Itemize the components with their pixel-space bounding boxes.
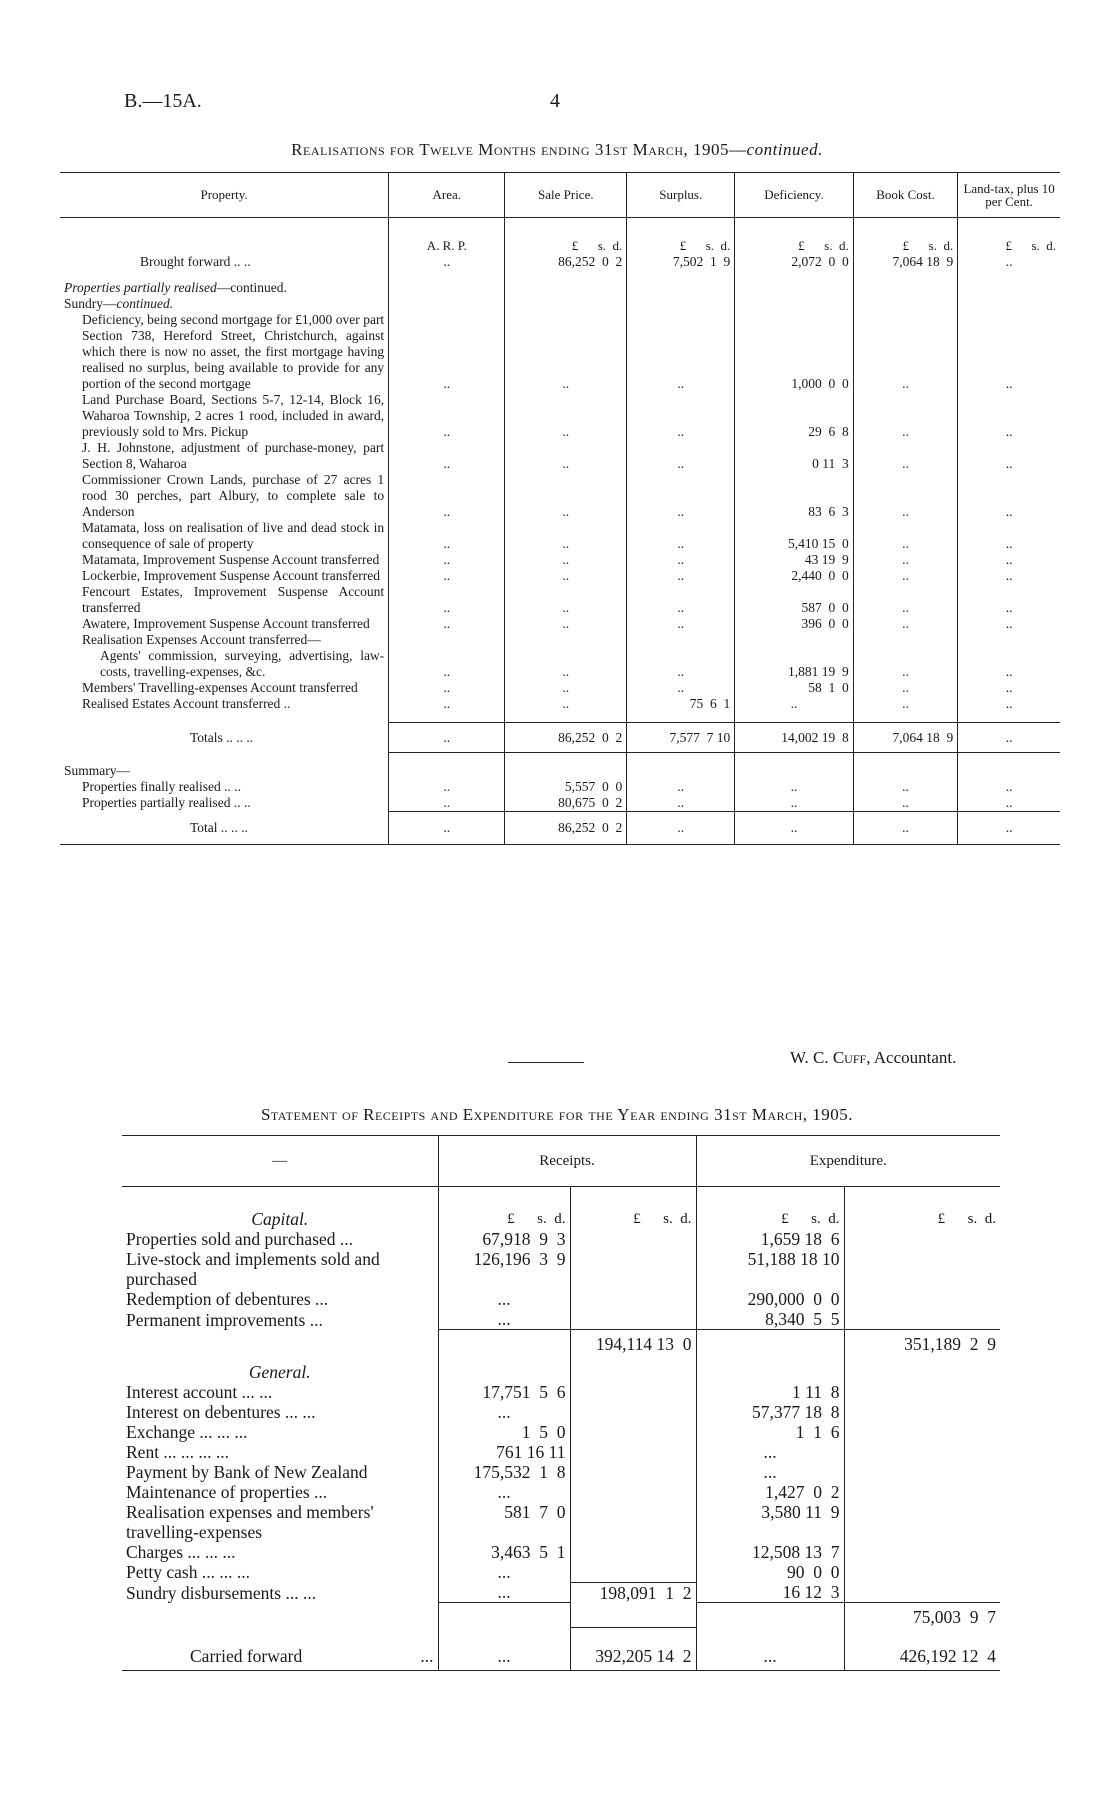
cell-receipt: ...	[438, 1582, 570, 1603]
general-heading-row	[122, 1354, 1000, 1382]
row-label: Redemption of debentures ...	[126, 1289, 329, 1309]
cell-deficiency: ..	[735, 779, 853, 795]
cell-tax: ..	[958, 584, 1060, 616]
table-row	[122, 1249, 1000, 1289]
cell-expenditure: 3,580 11 9	[696, 1502, 844, 1542]
totals-row	[60, 723, 1060, 753]
cell-expenditure: 290,000 0 0	[696, 1289, 844, 1309]
cell-deficiency: 2,072 0 0	[735, 254, 853, 270]
carried-forward-label: Carried forward	[190, 1645, 303, 1666]
section-heading-cont: —continued.	[216, 280, 287, 295]
col-property: Property.	[60, 173, 389, 218]
document-code: B.—15A.	[124, 90, 202, 112]
realisations-title-main: Realisations for Twelve Months ending 31st March, 1905—	[291, 140, 747, 159]
cell-book: ..	[853, 472, 958, 520]
cell-receipt: ...	[438, 1289, 570, 1309]
cell-surplus: 7,502 1 9	[627, 254, 735, 270]
table-row	[122, 1442, 1000, 1462]
table-row	[60, 312, 1060, 392]
cell-area: ..	[389, 254, 505, 270]
cell-deficiency: 14,002 19 8	[735, 723, 853, 753]
cell-expenditure: 90 0 0	[696, 1562, 844, 1582]
cell-receipt: 175,532 1 8	[438, 1462, 570, 1482]
cell-surplus: 7,577 7 10	[627, 723, 735, 753]
sundry-cont: continued.	[116, 296, 174, 311]
table-row	[60, 795, 1060, 812]
total-label: Total .. .. ..	[60, 812, 389, 845]
table-row	[122, 1462, 1000, 1482]
cell-sale: ..	[505, 520, 627, 552]
row-description: Realised Estates Account transferred ..	[82, 696, 291, 711]
table-row	[60, 648, 1060, 680]
unit-expenditure-sub: £ s. d.	[696, 1187, 844, 1230]
realisations-table	[60, 172, 1060, 845]
cell-area: ..	[389, 520, 505, 552]
cell-tax: ..	[958, 648, 1060, 680]
table-header-row	[122, 1136, 1000, 1187]
cell-deficiency: 83 6 3	[735, 472, 853, 520]
cell-expenditure: 57,377 18 8	[696, 1402, 844, 1422]
row-label: Interest on debentures ... ...	[126, 1402, 316, 1422]
cell-tax: ..	[958, 520, 1060, 552]
col-surplus: Surplus.	[627, 173, 735, 218]
cell-deficiency: 58 1 0	[735, 680, 853, 696]
cell-area: ..	[389, 779, 505, 795]
col-sale-price: Sale Price.	[505, 173, 627, 218]
cell-expenditure: 1,659 18 6	[696, 1229, 844, 1249]
table-row	[60, 392, 1060, 440]
unit-deficiency: £ s. d.	[735, 218, 853, 255]
cell-surplus: ..	[627, 616, 735, 632]
cell-book: ..	[853, 312, 958, 392]
cell-expenditure: ...	[696, 1462, 844, 1482]
realisation-heading: Realisation Expenses Account transferred—	[82, 632, 321, 647]
cell-surplus: ..	[627, 312, 735, 392]
carried-expenditure-sub: ...	[696, 1627, 844, 1670]
cell-expenditure: 8,340 5 5	[696, 1309, 844, 1330]
cell-area: ..	[389, 440, 505, 472]
cell-expenditure: ...	[696, 1442, 844, 1462]
unit-surplus: £ s. d.	[627, 218, 735, 255]
cell-book: ..	[853, 812, 958, 845]
row-label: Properties sold and purchased ...	[126, 1229, 353, 1249]
carried-forward-row	[122, 1627, 1000, 1670]
cell-area: ..	[389, 392, 505, 440]
cell-sale: ..	[505, 440, 627, 472]
cell-area: ..	[389, 696, 505, 712]
cell-receipt: ...	[438, 1402, 570, 1422]
sundry-heading-row	[60, 296, 1060, 312]
unit-sale: £ s. d.	[505, 218, 627, 255]
section-heading-row	[60, 280, 1060, 296]
table-row	[60, 680, 1060, 696]
cell-sale: ..	[505, 472, 627, 520]
cell-book: ..	[853, 392, 958, 440]
cell-area: ..	[389, 648, 505, 680]
unit-tax: £ s. d.	[958, 218, 1060, 255]
general-total-row	[122, 1603, 1000, 1628]
cell-book: 7,064 18 9	[853, 723, 958, 753]
col-area: Area.	[389, 173, 505, 218]
cell-surplus: ..	[627, 812, 735, 845]
table-row	[60, 779, 1060, 795]
row-label: Petty cash ... ... ...	[126, 1562, 250, 1582]
table-row	[60, 616, 1060, 632]
cell-surplus: ..	[627, 520, 735, 552]
unit-receipts-total: £ s. d.	[570, 1187, 696, 1230]
cell-receipt: 17,751 5 6	[438, 1382, 570, 1402]
capital-expenditure-total: 351,189 2 9	[844, 1330, 1000, 1355]
cell-deficiency: ..	[735, 795, 853, 812]
cell-book: ..	[853, 696, 958, 712]
table-row	[60, 552, 1060, 568]
table-row	[122, 1502, 1000, 1542]
row-label: Sundry disbursements ... ...	[126, 1582, 317, 1603]
row-label: Realisation expenses and members' travelling-expenses	[126, 1502, 374, 1542]
sundry-heading	[60, 296, 389, 312]
cell-tax: ..	[958, 779, 1060, 795]
signature-name: Cuff	[832, 1048, 867, 1067]
cell-sale: 86,252 0 2	[505, 254, 627, 270]
cell-deficiency: 396 0 0	[735, 616, 853, 632]
row-description: Members' Travelling-expenses Account transferred	[82, 680, 358, 695]
table-row	[60, 568, 1060, 584]
table-row	[60, 440, 1060, 472]
cell-receipt: ...	[438, 1562, 570, 1582]
table-row	[122, 1402, 1000, 1422]
signature	[790, 1048, 956, 1068]
receipts-expenditure-table	[122, 1135, 1000, 1671]
separator-rule	[508, 1062, 584, 1063]
cell-area: ..	[389, 723, 505, 753]
capital-receipts-total: 194,114 13 0	[570, 1330, 696, 1355]
row-label: Exchange ... ... ...	[126, 1422, 248, 1442]
table-header-row	[60, 173, 1060, 218]
cell-sale: ..	[505, 696, 627, 712]
cell-surplus: ..	[627, 392, 735, 440]
cell-receipt: 67,918 9 3	[438, 1229, 570, 1249]
row-label: Permanent improvements ...	[126, 1309, 323, 1330]
cell-surplus: ..	[627, 472, 735, 520]
cell-area: ..	[389, 472, 505, 520]
cell-receipt: 126,196 3 9	[438, 1249, 570, 1289]
cell-sale: ..	[505, 552, 627, 568]
row-label: Charges ... ... ...	[126, 1542, 236, 1562]
total-row	[60, 812, 1060, 845]
cell-surplus: ..	[627, 779, 735, 795]
cell-sale: ..	[505, 648, 627, 680]
cell-book: ..	[853, 552, 958, 568]
cell-deficiency: 0 11 3	[735, 440, 853, 472]
statement-title: Statement of Receipts and Expenditure for the Year ending 31st March, 1905.	[260, 1105, 854, 1124]
cell-tax: ..	[958, 552, 1060, 568]
cell-book: ..	[853, 680, 958, 696]
table-row	[122, 1482, 1000, 1502]
cell-book: ..	[853, 795, 958, 812]
general-expenditure-total: 75,003 9 7	[844, 1603, 1000, 1628]
cell-area: ..	[389, 568, 505, 584]
cell-receipt: ...	[438, 1482, 570, 1502]
brought-forward-label: Brought forward .. ..	[140, 254, 251, 269]
col-receipts: Receipts.	[438, 1136, 696, 1187]
general-heading: General.	[248, 1362, 311, 1382]
cell-book: ..	[853, 616, 958, 632]
summary-label: Properties partially realised .. ..	[82, 795, 251, 810]
cell-expenditure: 12,508 13 7	[696, 1542, 844, 1562]
cell-deficiency: 43 19 9	[735, 552, 853, 568]
cell-deficiency: 1,000 0 0	[735, 312, 853, 392]
cell-sale: ..	[505, 392, 627, 440]
row-description: J. H. Johnstone, adjustment of purchase-money, part Section 8, Waharoa	[82, 440, 385, 471]
cell-deficiency: ..	[735, 696, 853, 712]
summary-heading: Summary—	[64, 763, 130, 778]
cell-surplus: ..	[627, 568, 735, 584]
cell-area: ..	[389, 680, 505, 696]
cell-receipt: 1 5 0	[438, 1422, 570, 1442]
capital-total-row	[122, 1330, 1000, 1355]
cell-expenditure: 51,188 18 10	[696, 1249, 844, 1289]
cell-sale: ..	[505, 616, 627, 632]
table-row	[60, 520, 1060, 552]
cell-receipt: 761 16 11	[438, 1442, 570, 1462]
table-row	[122, 1562, 1000, 1582]
cell-tax: ..	[958, 680, 1060, 696]
cell-book: ..	[853, 584, 958, 616]
signature-role: , Accountant.	[866, 1048, 957, 1067]
cell-expenditure: 1 11 8	[696, 1382, 844, 1402]
unit-receipts-sub: £ s. d.	[438, 1187, 570, 1230]
cell-tax: ..	[958, 440, 1060, 472]
cell-book: 7,064 18 9	[853, 254, 958, 270]
realisation-heading-row	[60, 632, 1060, 648]
summary-label: Properties finally realised .. ..	[82, 779, 241, 794]
realisations-title	[0, 140, 1114, 160]
row-label: Payment by Bank of New Zealand	[126, 1462, 368, 1482]
cell-receipt: ...	[438, 1309, 570, 1330]
section-heading	[60, 280, 389, 296]
carried-expenditure-total: 426,192 12 4	[844, 1627, 1000, 1670]
row-label: Live-stock and implements sold and purchased	[126, 1249, 380, 1289]
table-row	[60, 472, 1060, 520]
cell-surplus: ..	[627, 552, 735, 568]
table-row	[60, 584, 1060, 616]
capital-heading: Capital.	[251, 1209, 309, 1229]
cell-surplus: ..	[627, 795, 735, 812]
cell-tax: ..	[958, 568, 1060, 584]
totals-label: Totals .. .. ..	[190, 729, 254, 745]
cell-surplus: 75 6 1	[627, 696, 735, 712]
carried-receipts-sub: ...	[438, 1627, 570, 1670]
table-row	[122, 1582, 1000, 1603]
page-number: 4	[550, 90, 560, 112]
cell-tax: ..	[958, 723, 1060, 753]
cell-surplus: ..	[627, 440, 735, 472]
row-description: Commissioner Crown Lands, purchase of 27 acres 1 rood 30 perches, part Albury, to complete sale to Anderson	[82, 472, 385, 519]
cell-deficiency: 5,410 15 0	[735, 520, 853, 552]
cell-receipt: 581 7 0	[438, 1502, 570, 1542]
cell-sale: 80,675 0 2	[505, 795, 627, 812]
cell-tax: ..	[958, 795, 1060, 812]
col-land-tax: Land-tax, plus 10 per Cent.	[958, 173, 1060, 218]
summary-heading-row	[60, 763, 1060, 779]
cell-sale: ..	[505, 584, 627, 616]
cell-expenditure: 1 1 6	[696, 1422, 844, 1442]
cell-surplus: ..	[627, 648, 735, 680]
unit-expenditure-total: £ s. d.	[844, 1187, 1000, 1230]
signature-initials: W. C.	[790, 1048, 833, 1067]
carried-receipts-total: 392,205 14 2	[570, 1627, 696, 1670]
cell-deficiency: ..	[735, 812, 853, 845]
realisations-title-cont: continued.	[746, 140, 823, 159]
table-row	[122, 1542, 1000, 1562]
cell-area: ..	[389, 584, 505, 616]
cell-area: ..	[389, 312, 505, 392]
cell-expenditure: 1,427 0 2	[696, 1482, 844, 1502]
section-heading-italic: Properties partially realised	[64, 280, 217, 295]
cell-deficiency: 29 6 8	[735, 392, 853, 440]
cell-sale: ..	[505, 312, 627, 392]
cell-area: ..	[389, 812, 505, 845]
col-deficiency: Deficiency.	[735, 173, 853, 218]
cell-deficiency: 1,881 19 9	[735, 648, 853, 680]
cell-sale: ..	[505, 568, 627, 584]
cell-sale: ..	[505, 680, 627, 696]
cell-area: ..	[389, 616, 505, 632]
cell-deficiency: 2,440 0 0	[735, 568, 853, 584]
cell-tax: ..	[958, 812, 1060, 845]
carried-forward-cell	[122, 1627, 438, 1670]
cell-book: ..	[853, 648, 958, 680]
cell-tax: ..	[958, 254, 1060, 270]
cell-expenditure: 16 12 3	[696, 1582, 844, 1603]
cell-tax: ..	[958, 616, 1060, 632]
units-row	[60, 218, 1060, 255]
cell-tax: ..	[958, 696, 1060, 712]
col-book-cost: Book Cost.	[853, 173, 958, 218]
cell-sale: 86,252 0 2	[505, 723, 627, 753]
row-label: Rent ... ... ... ...	[126, 1442, 230, 1462]
sundry-label: Sundry—	[64, 296, 117, 311]
row-description: Land Purchase Board, Sections 5-7, 12-14, Block 16, Waharoa Township, 2 acres 1 rood, included in award, previously sold to Mrs. Pickup	[82, 392, 385, 439]
table-row	[122, 1289, 1000, 1309]
cell-tax: ..	[958, 312, 1060, 392]
row-description: Lockerbie, Improvement Suspense Account transferred	[82, 568, 381, 583]
row-label: Interest account ... ...	[126, 1382, 273, 1402]
row-description: Deficiency, being second mortgage for £1,000 over part Section 738, Hereford Street, Christchurch, against which there is now no asset, the first mortgage having realised no surplus, being available to provide for any portion of the second mortgage	[82, 312, 385, 391]
row-description: Fencourt Estates, Improvement Suspense Account transferred	[82, 584, 385, 615]
cell-receipt: 3,463 5 1	[438, 1542, 570, 1562]
capital-heading-row	[122, 1187, 1000, 1230]
cell-area: ..	[389, 552, 505, 568]
table-row	[122, 1422, 1000, 1442]
row-description: Awatere, Improvement Suspense Account transferred	[82, 616, 370, 631]
carried-forward-dots: ...	[420, 1645, 434, 1666]
table-row	[122, 1382, 1000, 1402]
general-receipts-total: 198,091 1 2	[570, 1582, 696, 1603]
table-row	[122, 1309, 1000, 1330]
row-description: Matamata, Improvement Suspense Account transferred	[82, 552, 380, 567]
col-expenditure: Expenditure.	[696, 1136, 1000, 1187]
cell-deficiency: 587 0 0	[735, 584, 853, 616]
cell-tax: ..	[958, 472, 1060, 520]
cell-tax: ..	[958, 392, 1060, 440]
page-header	[0, 90, 1114, 116]
cell-book: ..	[853, 779, 958, 795]
col-item: —	[122, 1136, 438, 1187]
unit-area: A. R. P.	[389, 218, 505, 255]
cell-surplus: ..	[627, 680, 735, 696]
row-label: Maintenance of properties ...	[126, 1482, 328, 1502]
cell-sale: 86,252 0 2	[505, 812, 627, 845]
cell-book: ..	[853, 520, 958, 552]
cell-book: ..	[853, 440, 958, 472]
brought-forward-row	[60, 254, 1060, 270]
unit-book: £ s. d.	[853, 218, 958, 255]
cell-area: ..	[389, 795, 505, 812]
table-row	[122, 1229, 1000, 1249]
table-row	[60, 696, 1060, 712]
cell-book: ..	[853, 568, 958, 584]
row-description: Matamata, loss on realisation of live and dead stock in consequence of sale of property	[82, 520, 385, 551]
cell-sale: 5,557 0 0	[505, 779, 627, 795]
cell-surplus: ..	[627, 584, 735, 616]
row-description: Agents' commission, surveying, advertising, law-costs, travelling-expenses, &c.	[100, 648, 385, 679]
